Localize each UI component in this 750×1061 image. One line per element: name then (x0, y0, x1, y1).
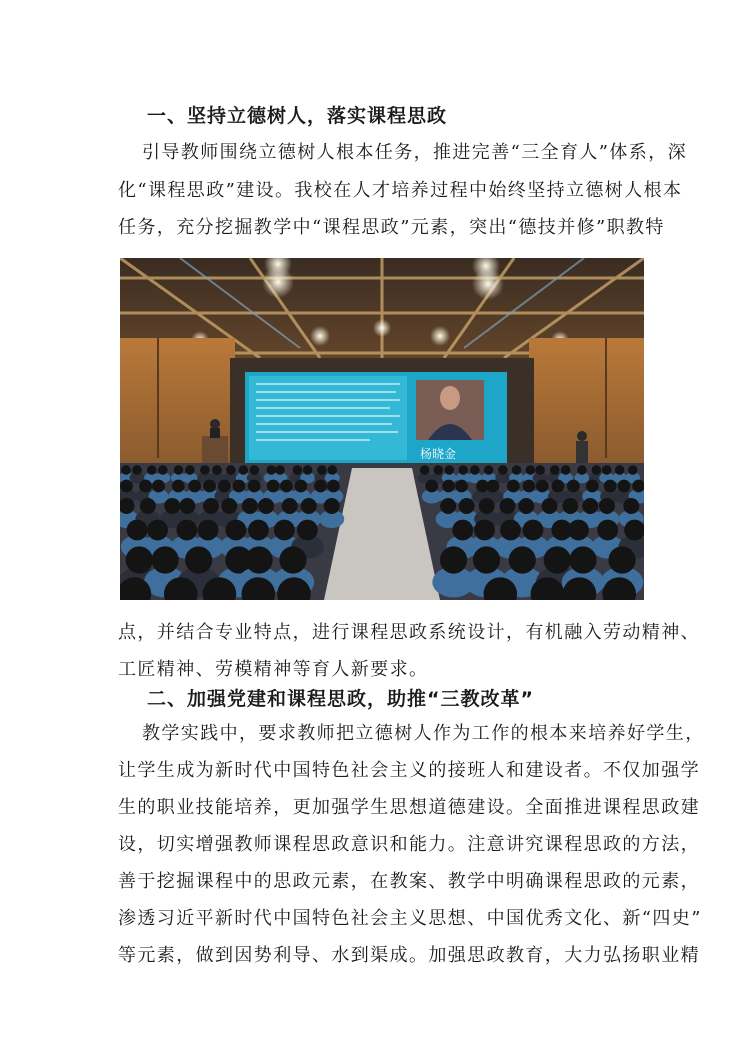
paragraph-line: 等元素，做到因势利导、水到渠成。加强思政教育，大力弘扬职业精 (118, 945, 700, 966)
lecture-hall-photo (120, 258, 644, 600)
paragraph-line: 任务，充分挖掘教学中“课程思政”元素，突出“德技并修”职教特 (118, 217, 665, 238)
paragraph-line: 渗透习近平新时代中国特色社会主义思想、中国优秀文化、新“四史” (118, 908, 702, 929)
paragraph-line: 生的职业技能培养，更加强学生思想道德建设。全面推进课程思政建 (118, 797, 700, 818)
screen-name-text: 杨晓金 (420, 447, 457, 461)
paragraph-line: 教学实践中，要求教师把立德树人作为工作的根本来培养好学生， (142, 723, 705, 744)
section-1-heading: 一、坚持立德树人，落实课程思政 (147, 105, 448, 127)
paragraph-line: 善于挖掘课程中的思政元素，在教案、教学中明确课程思政的元素， (118, 871, 700, 892)
paragraph-line: 点，并结合专业特点，进行课程思政系统设计，有机融入劳动精神、 (118, 622, 700, 643)
paragraph-line: 化“课程思政”建设。我校在人才培养过程中始终坚持立德树人根本 (118, 180, 683, 201)
section-2-heading: 二、加强党建和课程思政，助推“三教改革” (147, 688, 534, 710)
paragraph-line: 工匠精神、劳模精神等育人新要求。 (118, 659, 429, 680)
paragraph-line: 设，切实增强教师课程思政意识和能力。注意讲究课程思政的方法， (118, 834, 700, 855)
paragraph-line: 引导教师围绕立德树人根本任务，推进完善“三全育人”体系，深 (142, 142, 688, 163)
paragraph-line: 让学生成为新时代中国特色社会主义的接班人和建设者。不仅加强学 (118, 760, 700, 781)
